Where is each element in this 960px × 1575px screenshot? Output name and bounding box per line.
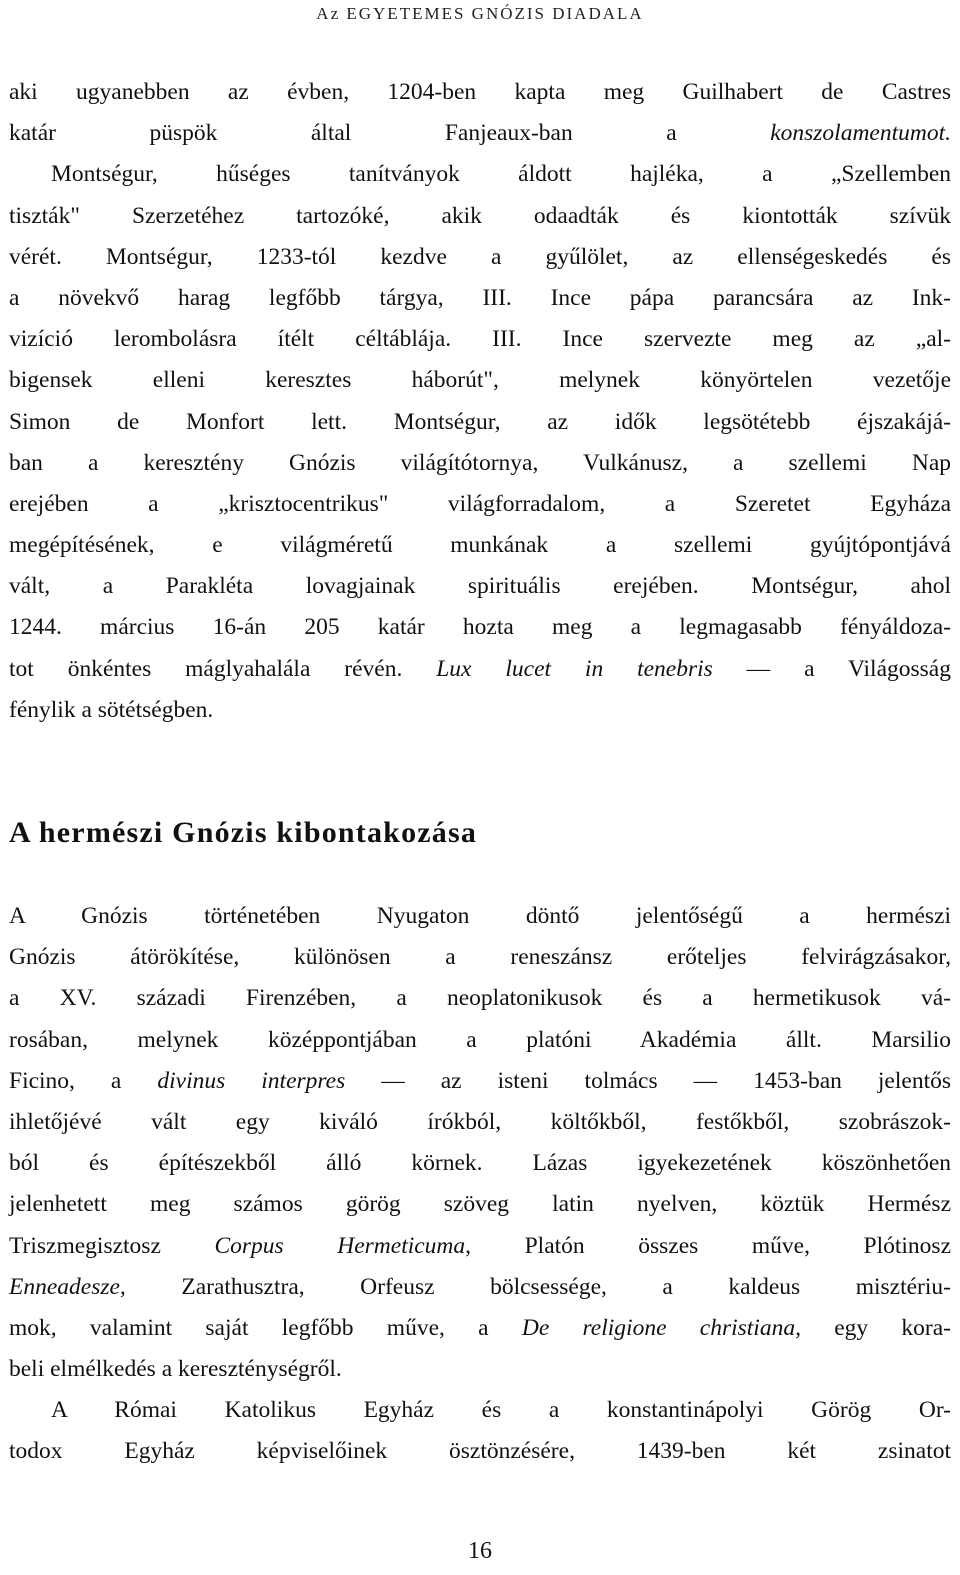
text-line: vérét. Montségur, 1233-tól kezdve a gyűlölet, az ellenségeskedés és — [9, 243, 951, 270]
italic-term: De religione christiana, — [521, 1314, 801, 1341]
text-line: katár püspök által Fanjeaux-ban a konszolamentumot. — [9, 120, 951, 147]
paragraph-block-2 — [9, 896, 951, 1473]
text-line: todox Egyház képviselőinek ösztönzésére, 1439-ben két zsinatot — [9, 1438, 951, 1465]
text-line: tiszták" Szerzetéhez tartozóké, akik odaadták és kiontották szívük — [9, 202, 951, 229]
text-line: Triszmegisztosz Corpus Hermeticuma, Platón összes műve, Plótinosz — [9, 1232, 951, 1259]
text-line: fénylik a sötétségben. — [9, 696, 214, 723]
text-line: a növekvő harag legfőbb tárgya, III. Ince pápa parancsára az Ink- — [9, 284, 951, 311]
italic-term: Lux lucet in tenebris — [436, 655, 713, 682]
text-line: Montségur, hűséges tanítványok áldott hajléka, a „Szellemben — [51, 161, 951, 188]
text-line: A Római Katolikus Egyház és a konstantinápolyi Görög Or- — [51, 1397, 951, 1424]
text-line: Ficino, a divinus interpres — az isteni tolmács — 1453-ban jelentős — [9, 1067, 951, 1094]
text-line: A Gnózis történetében Nyugaton döntő jelentőségű a hermészi — [9, 903, 951, 929]
paragraph-block-1 — [9, 72, 951, 731]
text-line: megépítésének, e világméretű munkának a szellemi gyújtópontjává — [9, 532, 951, 559]
text-line: vált, a Parakléta lovagjainak spirituális erejében. Montségur, ahol — [9, 573, 951, 600]
text-line: beli elmélkedés a kereszténységről. — [9, 1356, 342, 1383]
text-line: ihletőjévé vált egy kiváló írókból, költőkből, festőkből, szobrászok- — [9, 1108, 951, 1135]
italic-term: konszolamentumot. — [770, 120, 951, 147]
text-line: vizíció lerombolásra ítélt céltáblája. III. Ince szervezte meg az „al- — [9, 326, 951, 353]
text-line: mok, valamint saját legfőbb műve, a De religione christiana, egy kora- — [9, 1314, 951, 1341]
text-line: Gnózis átörökítése, különösen a reneszánsz erőteljes felvirágzásakor, — [9, 944, 951, 971]
page-number: 16 — [468, 1538, 492, 1564]
text-line: bigensek elleni keresztes háborút", melynek könyörtelen vezetője — [9, 367, 951, 394]
running-head: Az EGYETEMES GNÓZIS DIADALA — [316, 4, 644, 23]
text-line: aki ugyanebben az évben, 1204-ben kapta meg Guilhabert de Castres — [9, 79, 951, 105]
italic-term: Corpus Hermeticuma, — [214, 1232, 472, 1259]
text-line: ból és építészekből álló körnek. Lázas igyekezetének köszönhetően — [9, 1150, 951, 1177]
text-line: a XV. századi Firenzében, a neoplatonikusok és a hermetikusok vá- — [9, 985, 951, 1012]
italic-term: Enneadesze, — [9, 1273, 126, 1300]
text-line: Simon de Monfort lett. Montségur, az idők legsötétebb éjszakájá- — [9, 408, 951, 435]
text-line: erejében a „krisztocentrikus" világforradalom, a Szeretet Egyháza — [9, 490, 951, 517]
italic-term: divinus interpres — [157, 1067, 346, 1094]
text-line: 1244. március 16-án 205 katár hozta meg a legmagasabb fényáldoza- — [9, 614, 951, 641]
section-heading: A hermészi Gnózis kibontakozása — [9, 816, 478, 849]
text-line: tot önkéntes máglyahalála révén. Lux lucet in tenebris — a Világosság — [9, 655, 951, 682]
text-line: jelenhetett meg számos görög szöveg latin nyelven, köztük Hermész — [9, 1191, 951, 1218]
text-line: Enneadesze, Zarathusztra, Orfeusz bölcsessége, a kaldeus misztériu- — [9, 1273, 951, 1300]
text-line: rosában, melynek középpontjában a platóni Akadémia állt. Marsilio — [9, 1026, 951, 1053]
text-line: ban a keresztény Gnózis világítótornya, Vulkánusz, a szellemi Nap — [9, 449, 951, 476]
